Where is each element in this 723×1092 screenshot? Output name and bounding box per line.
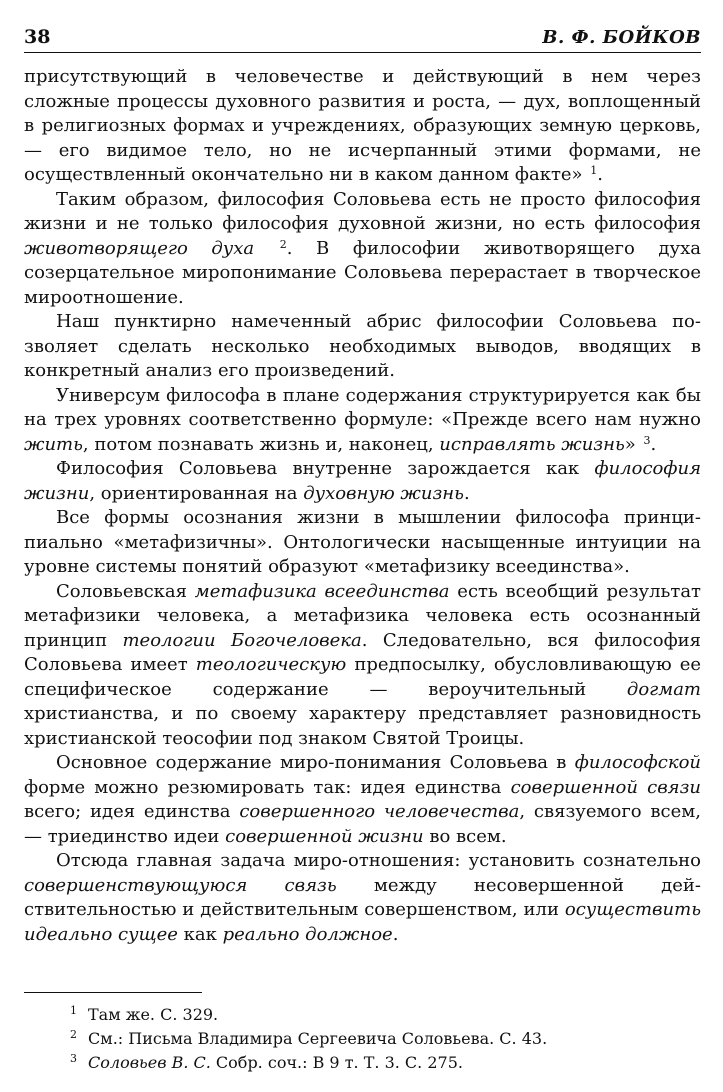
running-head: В. Ф. БОЙКОВ [542, 27, 701, 48]
text-run: . [463, 482, 470, 504]
italic-text: совершенной связи [510, 776, 702, 798]
footnote: 3 Соловьев В. С. Собр. соч.: В 9 т. Т. 3. С. 275. [24, 1051, 701, 1075]
text-run: Все формы осознания жизни в мышлении философа принципиально «метафизичны». Онтологически насыщенные интуиции на уровне системы понятий образуют «метафизику всеединства». [24, 507, 701, 577]
page-header [24, 0, 701, 53]
text-run [254, 238, 278, 259]
italic-text: совершенствующуюся связь [24, 874, 337, 896]
text-run: Наш пунктирно намеченный абрис философии Соловьева позволяет сделать несколько необходимых выводов, вводящих в конкретный анализ его произведений. [24, 311, 701, 381]
text-run: есть всеобщий результат метафизики человека, а метафизика человека есть осознанный принцип [24, 580, 702, 651]
paragraph [24, 384, 701, 458]
italic-text: животворящего духа [24, 237, 255, 259]
paragraph [24, 849, 701, 947]
footnote-divider [24, 992, 202, 993]
italic-text: духовную жизнь [303, 482, 464, 504]
paragraph [24, 310, 701, 384]
paragraph [24, 188, 701, 311]
text-run: . [650, 433, 657, 455]
text-run: христианства, и по своему характеру представляет разновидность христианской теософии под знаком Святой Троицы. [24, 703, 701, 749]
paragraph [24, 580, 701, 752]
italic-text: осуществить идеально сущее [24, 899, 701, 945]
text-run: См.: Письма Владимира Сергеевича Соловьева. С. 43. [88, 1029, 548, 1048]
footnote-text [68, 1051, 463, 1075]
text-run: . [597, 164, 604, 185]
text-run: Таким образом, философия Соловьева есть не просто философия жизни и не только философия духовной жизни, но есть философия [24, 188, 701, 234]
text-run: предпосылку, обусловливающую ее специфическое содержание — вероучительный [24, 654, 701, 700]
italic-text: исправлять жизнь [439, 433, 625, 455]
italic-text: Соловьев В. С. [88, 1053, 211, 1072]
footnote-text [68, 1027, 547, 1051]
text-run: во всем. [423, 825, 507, 847]
italic-text: философия жизни [24, 458, 701, 504]
text-run: . Следовательно, вся философия Соловьева имеет [24, 629, 702, 675]
text-run: всего; идея единства [24, 801, 240, 822]
italic-text: метафизика всеединства [194, 580, 450, 602]
footnote: 1 Там же. С. 329. [24, 1003, 701, 1027]
text-run: Основное содержание миро-понимания Соловьева в [56, 752, 575, 773]
text-run: Соловьевская [56, 580, 195, 602]
text-run: Там же. С. 329. [88, 1005, 219, 1024]
footnotes [24, 1003, 701, 1075]
italic-text: философской [574, 752, 701, 773]
italic-text: теологическую [195, 654, 347, 675]
italic-text: теологии Богочеловека [122, 629, 362, 651]
italic-text: совершенного человечества [239, 801, 520, 822]
italic-text: реально должное [222, 923, 393, 945]
italic-text: догмат [626, 678, 701, 700]
text-run: между несовершенной действительностью и действительным совершенством, или [24, 874, 702, 920]
paragraph [24, 506, 701, 580]
paragraph [24, 457, 701, 506]
text-run: , потом познавать жизнь и, наконец, [82, 433, 440, 455]
page-number: 38 [24, 26, 51, 48]
text-run: как [177, 923, 223, 945]
footnote-ref: 2 [279, 237, 287, 251]
text-run: . В философии животворящего духа созерцательное миропонимание Соловьева перерастает в творческое мироотношение. [24, 237, 701, 308]
text-run: Собр. соч.: В 9 т. Т. 3. С. 275. [210, 1053, 463, 1072]
footnote-text [68, 1003, 218, 1027]
text-run: форме можно резюмировать так: идея единства [24, 776, 511, 798]
text-run: Универсум философа в плане содержания структурируется как бы на трех уровнях соответственно формуле: «Прежде всего нам нужно [24, 384, 701, 430]
body-text [24, 65, 701, 947]
text-run: . [392, 923, 399, 945]
text-run: , ориентированная на [89, 482, 304, 504]
text-run: Отсюда главная задача миро-отношения: установить сознательно [56, 850, 701, 871]
italic-text: жить [24, 433, 83, 455]
italic-text: совершенной жизни [225, 825, 424, 847]
paragraph [24, 751, 701, 849]
footnote: 2 См.: Письма Владимира Сергеевича Соловьева. С. 43. [24, 1027, 701, 1051]
footnote-ref: 3 [643, 433, 651, 447]
text-run: присутствующий в человечестве и действующий в нем через сложные процессы духовного развития и роста, — дух, воплощенный в религиозных формах и учреждениях, образующих земную церковь, — его видимое тело, но не исчерпанный этими формами, не осуществленный окончательно ни в каком данном факте» [24, 66, 701, 185]
text-run: » [624, 433, 642, 455]
paragraph [24, 65, 701, 188]
text-run: Философия Соловьева внутренне зарождается как [56, 458, 595, 479]
footnote-ref: 1 [590, 164, 598, 177]
text-run: , связуемого всем, — триединство идеи [24, 801, 701, 847]
